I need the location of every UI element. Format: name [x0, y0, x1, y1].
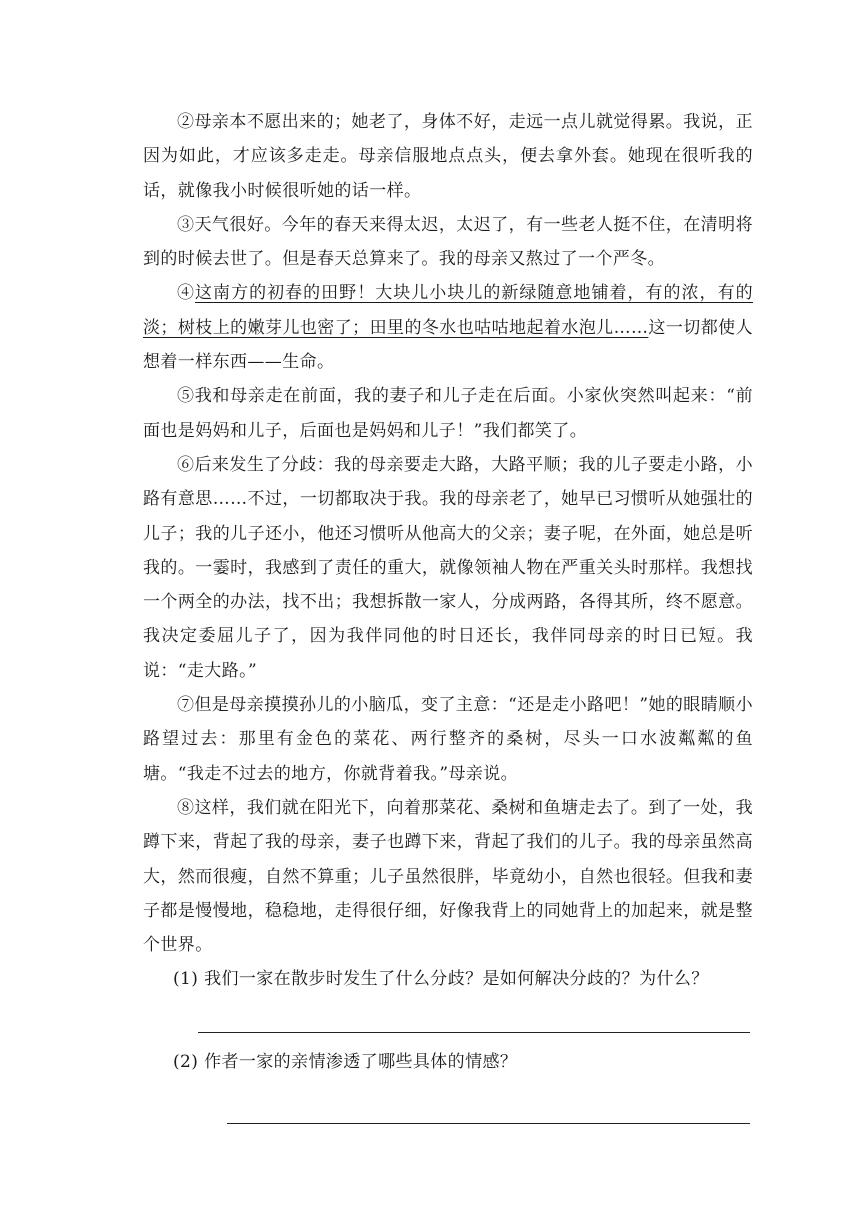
- question-2: (2) 作者一家的亲情渗透了哪些具体的情感？: [173, 1052, 518, 1073]
- paragraph-7: ⑦但是母亲摸摸孙儿的小脑瓜，变了主意：“还是走小路吧！”她的眼睛顺小路望过去：那里有金色的菜花、两行整齐的桑树，尽头一口水波粼粼的鱼塘。“我走不过去的地方，你就背着我。”母亲说。: [143, 695, 753, 784]
- paragraph-2: ②母亲本不愿出来的；她老了，身体不好，走远一点儿就觉得累。我说，正因为如此，才应该多走走。母亲信服地点点头，便去拿外套。她现在很听我的话，就像我小时候很听她的话一样。: [143, 112, 753, 201]
- answer-line-2[interactable]: [227, 1123, 750, 1124]
- answer-line-1[interactable]: [198, 1032, 750, 1033]
- question-1: (1) 我们一家在散步时发生了什么分歧？是如何解决分歧的？为什么？: [173, 969, 709, 990]
- paragraph-3: ③天气很好。今年的春天来得太迟，太迟了，有一些老人挺不住，在清明将到的时候去世了。但是春天总算来了。我的母亲又熬过了一个严冬。: [143, 214, 753, 270]
- paragraph-6: ⑥后来发生了分歧：我的母亲要走大路，大路平顺；我的儿子要走小路，小路有意思……不过，一切都取决于我。我的母亲老了，她早已习惯听从她强壮的儿子；我的儿子还小，他还习惯听从他高大的父亲；妻子呢，在外面，她总是听我的。一霎时，我感到了责任的重大，就像领袖人物在严重关头时那样。我想找一个两全的办法，找不出；我想拆散一家人，分成两路，各得其所，终不愿意。我决定委屈儿子了，因为我伴同他的时日还长，我伴同母亲的时日已短。我说：“走大路。”: [143, 454, 753, 681]
- paragraph-8: ⑧这样，我们就在阳光下，向着那菜花、桑树和鱼塘走去了。到了一处，我蹲下来，背起了我的母亲，妻子也蹲下来，背起了我们的儿子。我的母亲虽然高大，然而很瘦，自然不算重；儿子虽然很胖，毕竟幼小，自然也很轻。但我和妻子都是慢慢地，稳稳地，走得很仔细，好像我背上的同她背上的加起来，就是整个世界。: [143, 797, 753, 956]
- paragraph-4-number: ④: [177, 283, 196, 304]
- paragraph-4-rest: 这一切都使人想着一样东西——生命。: [143, 317, 753, 373]
- paragraph-4: [143, 276, 753, 379]
- reading-passage: [143, 105, 753, 1124]
- underlined-sentence: 这南方的初春的田野！大块儿小块儿的新绿随意地铺着，有的浓，有的淡；树枝上的嫩芽儿也密了；田里的冬水也咕咕地起着水泡儿……: [143, 283, 753, 338]
- paragraph-5: ⑤我和母亲走在前面，我的妻子和儿子走在后面。小家伙突然叫起来：“前面也是妈妈和儿子，后面也是妈妈和儿子！”我们都笑了。: [143, 386, 753, 441]
